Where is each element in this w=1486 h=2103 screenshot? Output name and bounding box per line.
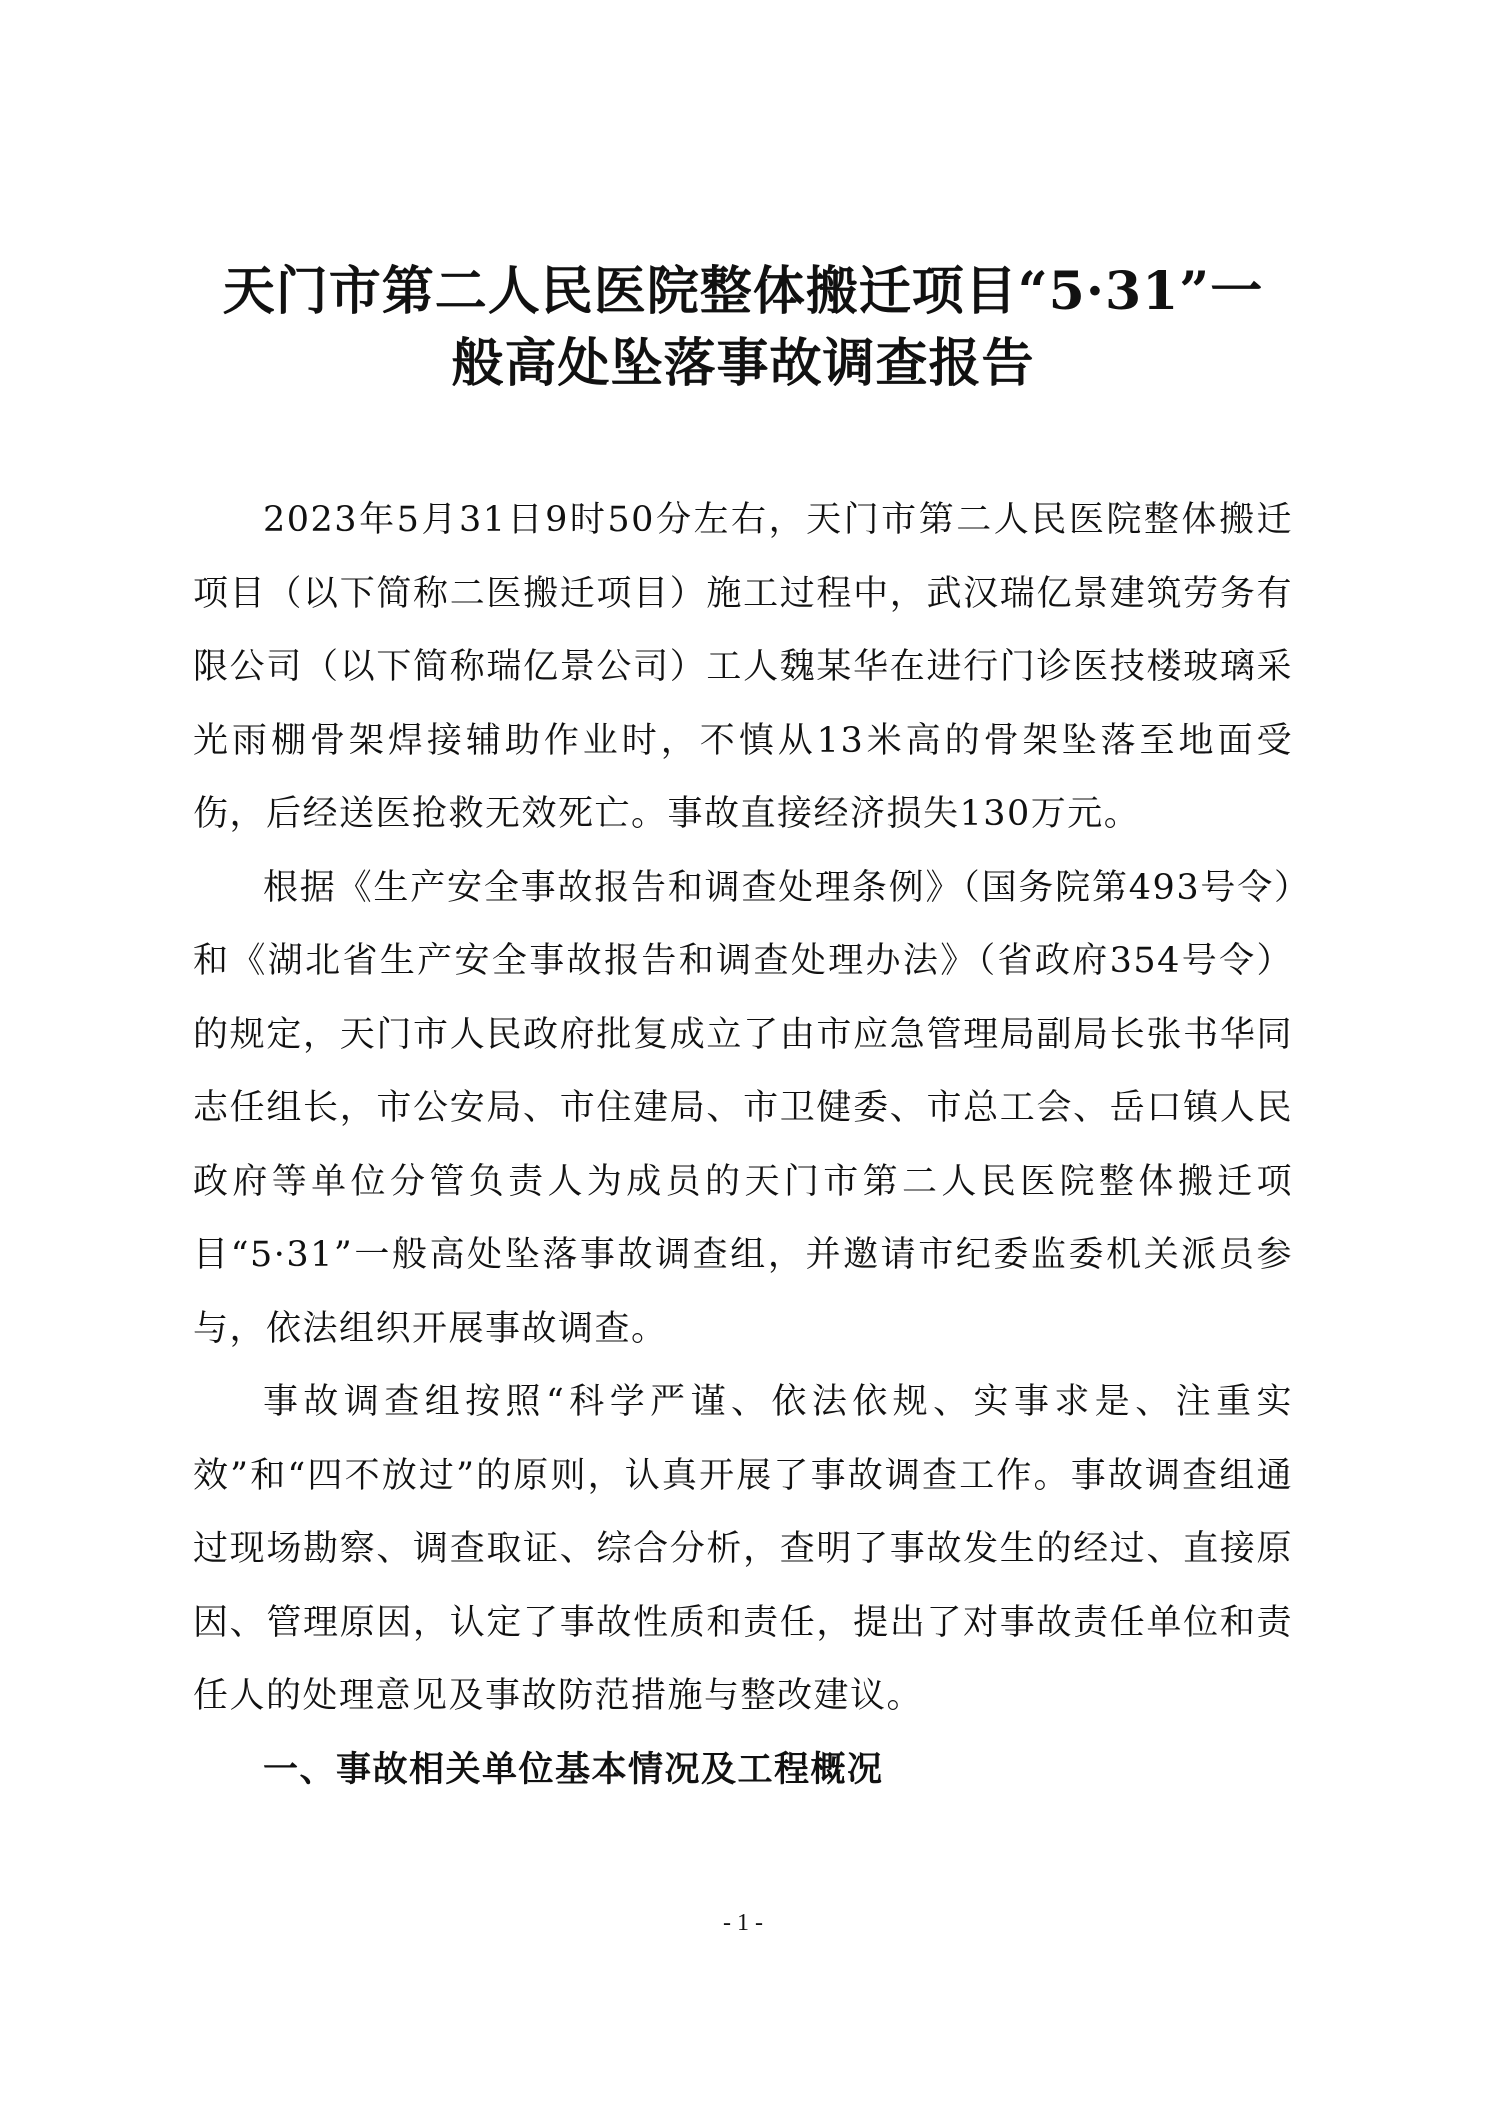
paragraph-legal-basis: 根据《生产安全事故报告和调查处理条例》（国务院第493号令）和《湖北省生产安全事故报告和调查处理办法》（省政府354号令）的规定，天门市人民政府批复成立了由市应急管理局副局长张书华同志任组长，市公安局、市住建局、市卫健委、市总工会、岳口镇人民政府等单位分管负责人为成员的天门市第二人民医院整体搬迁项目“5·31”一般高处坠落事故调查组，并邀请市纪委监委机关派员参与，依法组织开展事故调查。: [193, 867, 1293, 1349]
paragraph-investigation-work: 事故调查组按照“科学严谨、依法依规、实事求是、注重实效”和“四不放过”的原则，认真开展了事故调查工作。事故调查组通过现场勘察、调查取证、综合分析，查明了事故发生的经过、直接原因、管理原因，认定了事故性质和责任，提出了对事故责任单位和责任人的处理意见及事故防范措施与整改建议。: [193, 1382, 1293, 1716]
report-title-line-1: 天门市第二人民医院整体搬迁项目“5·31”一: [222, 261, 1264, 322]
section-heading-1: 一、事故相关单位基本情况及工程概况: [263, 1749, 884, 1790]
page-number: - 1 -: [723, 1910, 763, 1936]
report-title: [170, 256, 1316, 400]
paragraph-incident-summary: 2023年5月31日9时50分左右，天门市第二人民医院整体搬迁项目（以下简称二医搬迁项目）施工过程中，武汉瑞亿景建筑劳务有限公司（以下简称瑞亿景公司）工人魏某华在进行门诊医技楼玻璃采光雨棚骨架焊接辅助作业时，不慎从13米高的骨架坠落至地面受伤，后经送医抢救无效死亡。事故直接经济损失130万元。: [193, 500, 1293, 834]
report-title-line-2: 般高处坠落事故调查报告: [451, 333, 1035, 394]
report-body: [193, 484, 1293, 1807]
